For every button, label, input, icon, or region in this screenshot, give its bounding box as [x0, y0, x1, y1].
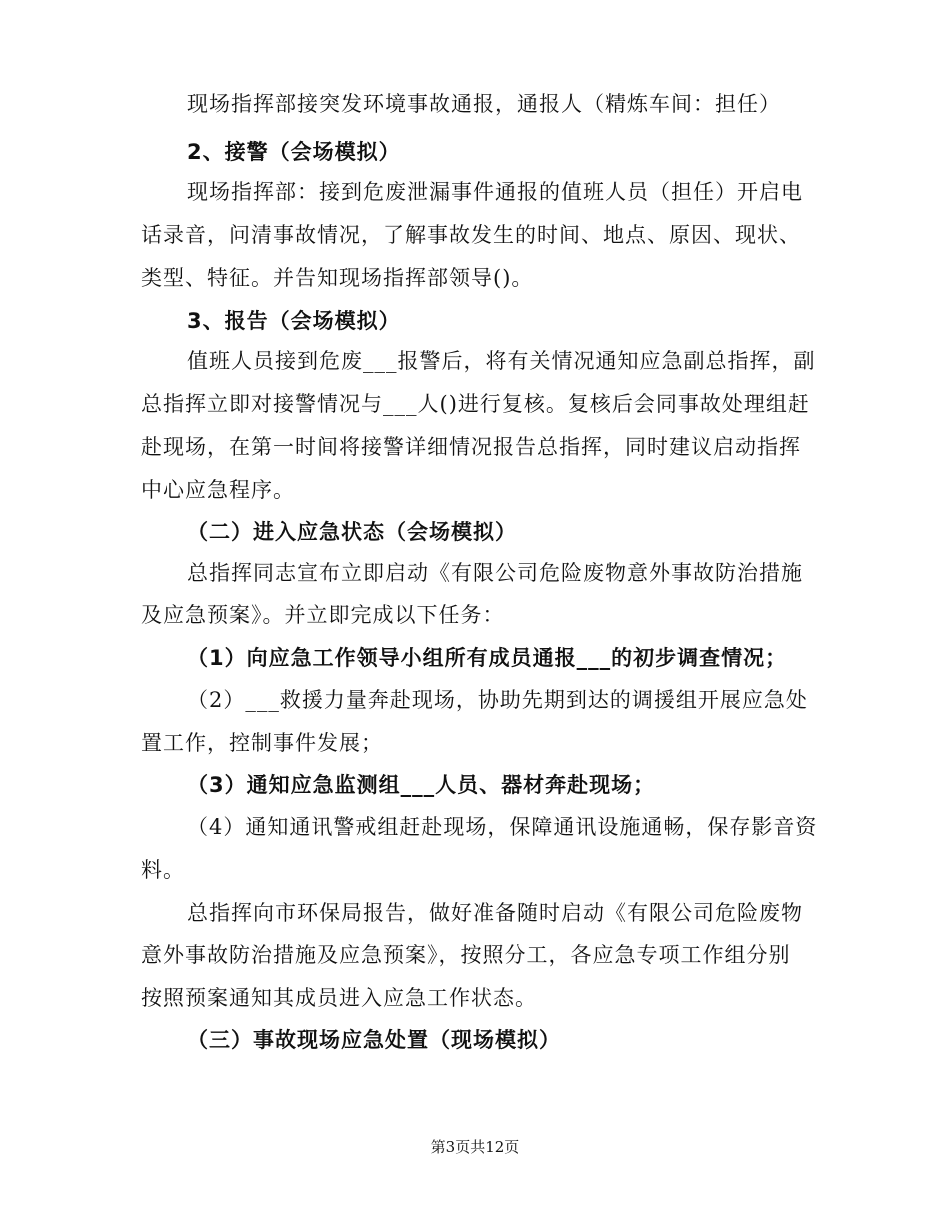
page-number-footer: 第3页共12页: [430, 1138, 520, 1156]
list-item-bold: （3）通知应急监测组___人员、器材奔赴现场；: [187, 773, 656, 797]
paragraph-line: 及应急预案》。并立即完成以下任务：: [141, 603, 505, 627]
section-heading: 2、接警（会场模拟）: [187, 140, 401, 164]
paragraph-line: 赴现场，在第一时间将接警详细情况报告总指挥，同时建议启动指挥: [141, 435, 801, 459]
paragraph-line: 中心应急程序。: [141, 478, 295, 502]
section-heading: （三）事故现场应急处置（现场模拟）: [187, 1028, 561, 1052]
paragraph-line: 总指挥向市环保局报告，做好准备随时启动《有限公司危险废物: [187, 901, 803, 925]
paragraph-line: 总指挥同志宣布立即启动《有限公司危险废物意外事故防治措施: [187, 561, 803, 585]
paragraph-line: 置工作，控制事件发展；: [141, 731, 383, 755]
paragraph-line: 现场指挥部接突发环境事故通报，通报人（精炼车间：担任）: [187, 92, 781, 116]
section-heading: 3、报告（会场模拟）: [187, 309, 401, 333]
paragraph-line: 意外事故防治措施及应急预案》，按照分工，各应急专项工作组分别: [141, 943, 791, 967]
paragraph-line: 话录音，问清事故情况，了解事故发生的时间、地点、原因、现状、: [141, 223, 801, 247]
paragraph-line: 值班人员接到危废___报警后，将有关情况通知应急副总指挥，副: [187, 349, 816, 373]
section-heading: （二）进入应急状态（会场模拟）: [187, 520, 517, 544]
paragraph-line: 按照预案通知其成员进入应急工作状态。: [141, 986, 537, 1010]
list-item: （2）___救援力量奔赴现场，协助先期到达的调援组开展应急处: [187, 688, 808, 712]
list-item-bold: （1）向应急工作领导小组所有成员通报___的初步调查情况；: [187, 646, 788, 670]
paragraph-line: 现场指挥部：接到危废泄漏事件通报的值班人员（担任）开启电: [187, 180, 803, 204]
paragraph-line: 料。: [141, 858, 185, 882]
paragraph-line: 总指挥立即对接警情况与___人()进行复核。复核后会同事故处理组赶: [141, 392, 810, 416]
paragraph-line: 类型、特征。并告知现场指挥部领导()。: [141, 266, 534, 290]
list-item: （4）通知通讯警戒组赶赴现场，保障通讯设施通畅，保存影音资: [187, 815, 818, 839]
